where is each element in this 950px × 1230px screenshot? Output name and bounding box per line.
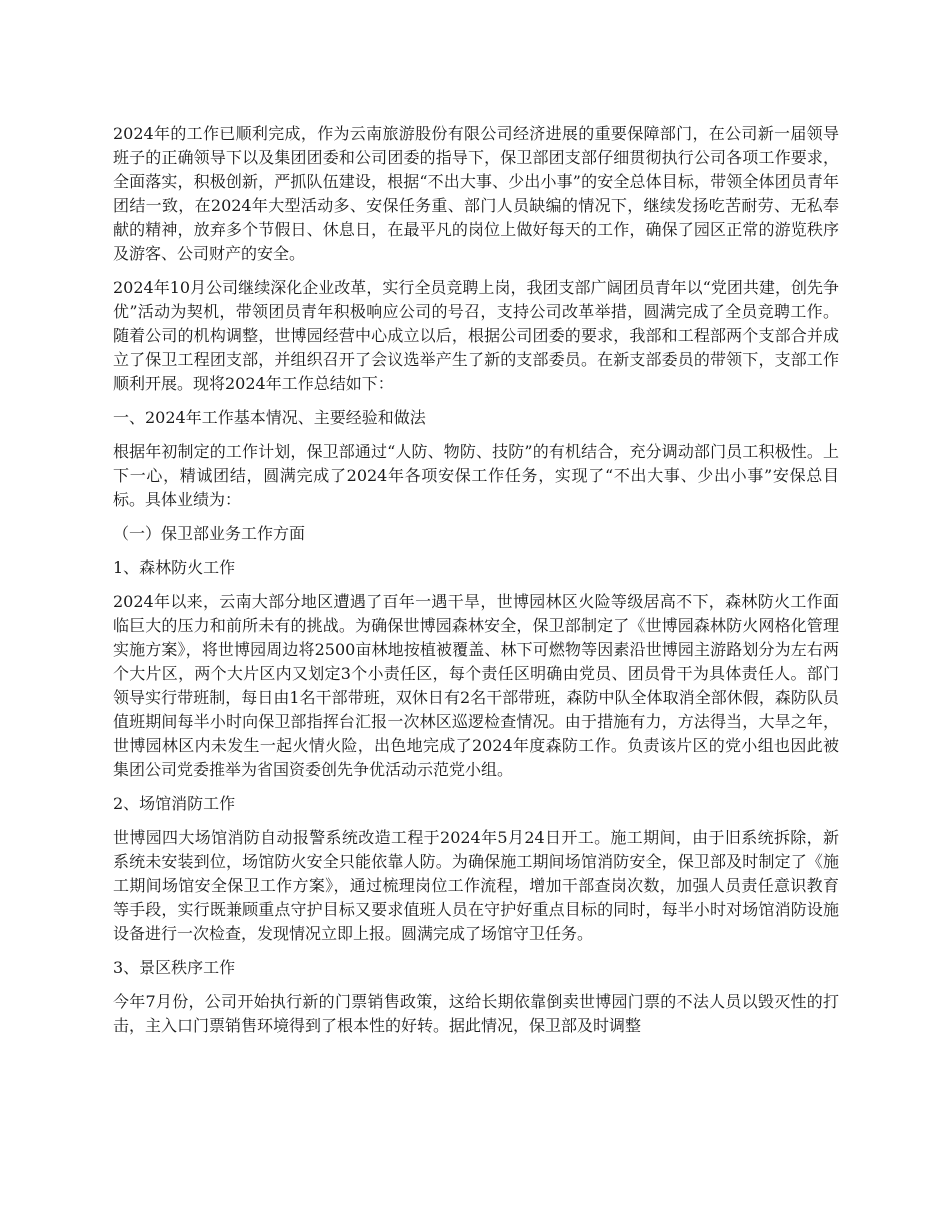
item-heading-forest-fire: 1、森林防火工作 [113,558,236,577]
paragraph-intro: 2024年的工作已顺利完成，作为云南旅游股份有限公司经济进展的重要保障部门，在公司新一届领导班子的正确领导下以及集团团委和公司团委的指导下，保卫部团支部仔细贯彻执行公司各项工作要求，全面落实，积极创新，严抓队伍建设，根据“不出大事、少出小事”的安全总体目标，带领全体团员青年团结一致，在2024年大型活动多、安保任务重、部门人员缺编的情况下，继续发扬吃苦耐劳、无私奉献的精神，放弃多个节假日、休息日，在最平凡的岗位上做好每天的工作，确保了园区正常的游览秩序及游客、公司财产的安全。 [113,124,839,263]
paragraph-forest-fire: 2024年以来，云南大部分地区遭遇了百年一遇干旱，世博园林区火险等级居高不下，森林防火工作面临巨大的压力和前所未有的挑战。为确保世博园森林安全，保卫部制定了《世博园森林防火网格化管理实施方案》，将世博园周边将2500亩林地按植被覆盖、林下可燃物等因素沿世博园主游路划分为左右两个大片区，两个大片区内又划定3个小责任区，每个责任区明确由党员、团员骨干为具体责任人。部门领导实行带班制，每日由1名干部带班，双休日有2名干部带班，森防中队全体取消全部休假，森防队员值班期间每半小时向保卫部指挥台汇报一次林区巡逻检查情况。由于措施有力，方法得当，大旱之年，世博园林区内未发生一起火情火险，出色地完成了2024年度森防工作。负责该片区的党小组也因此被集团公司党委推举为省国资委创先争优活动示范党小组。 [113,592,839,779]
item-heading-venue-fire: 2、场馆消防工作 [113,794,236,813]
paragraph-scenic-order: 今年7月份，公司开始执行新的门票销售政策，这给长期依靠倒卖世博园门票的不法人员以毁灭性的打击，主入口门票销售环境得到了根本性的好转。据此情况，保卫部及时调整 [113,992,839,1035]
paragraph-summary: 根据年初制定的工作计划，保卫部通过“人防、物防、技防”的有机结合，充分调动部门员工积极性。上下一心，精诚团结，圆满完成了2024年各项安保工作任务，实现了“不出大事、少出小事”安保总目标。具体业绩为： [113,442,839,509]
item-heading-scenic-order: 3、景区秩序工作 [113,958,236,977]
paragraph-reform: 2024年10月公司继续深化企业改革，实行全员竞聘上岗，我团支部广阔团员青年以“党团共建，创先争优”活动为契机，带领团员青年积极响应公司的号召，支持公司改革举措，圆满完成了全员竞聘工作。随着公司的机构调整，世博园经营中心成立以后，根据公司团委的要求，我部和工程部两个支部合并成立了保卫工程团支部，并组织召开了会议选举产生了新的支部委员。在新支部委员的带领下，支部工作顺利开展。现将2024年工作总结如下： [113,278,839,393]
document-body [113,122,839,1048]
subsection-heading-security: （一）保卫部业务工作方面 [113,524,306,543]
paragraph-venue-fire: 世博园四大场馆消防自动报警系统改造工程于2024年5月24日开工。施工期间，由于旧系统拆除，新系统未安装到位，场馆防火安全只能依靠人防。为确保施工期间场馆消防安全，保卫部及时制定了《施工期间场馆安全保卫工作方案》，通过梳理岗位工作流程，增加干部查岗次数，加强人员责任意识教育等手段，实行既兼顾重点守护目标又要求值班人员在守护好重点目标的同时，每半小时对场馆消防设施设备进行一次检查，发现情况立即上报。圆满完成了场馆守卫任务。 [113,828,839,943]
section-heading-1: 一、2024年工作基本情况、主要经验和做法 [113,408,426,427]
